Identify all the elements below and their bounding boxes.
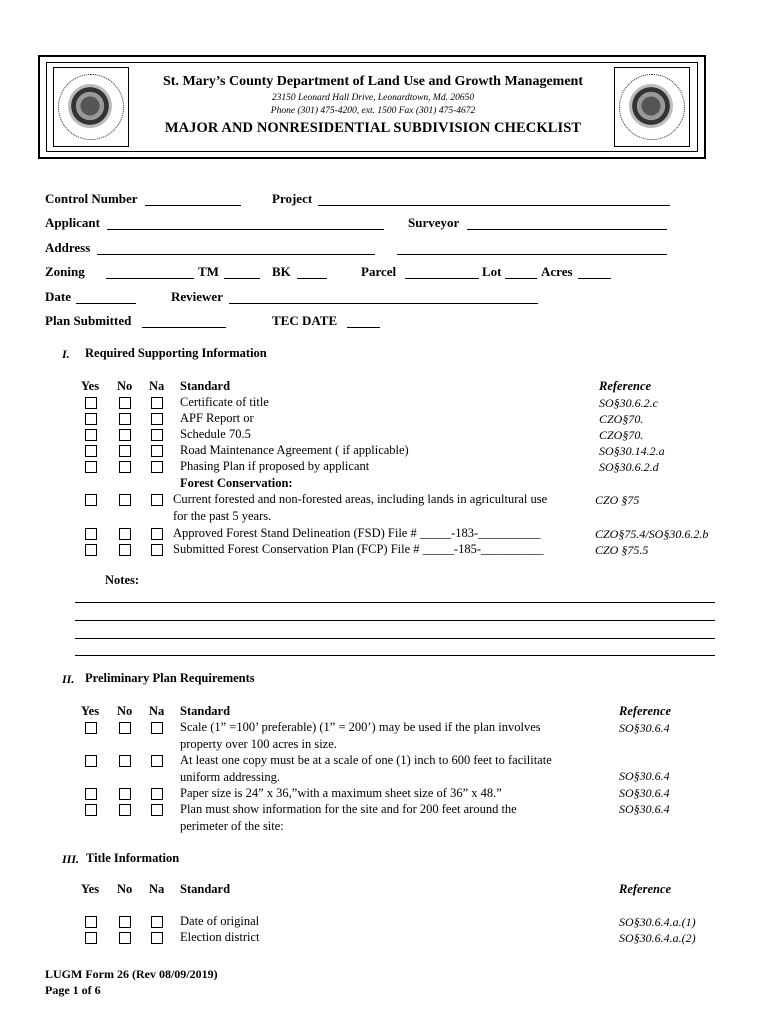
standard-text-cont: property over 100 acres in size. [180, 737, 337, 751]
na-checkbox[interactable] [151, 788, 163, 800]
standard-text: Date of original [180, 914, 260, 928]
standard-text: Election district [180, 930, 260, 944]
standard-text-cont: perimeter of the site: [180, 819, 284, 833]
address-label: Address [45, 240, 91, 255]
acres-label: Acres [541, 264, 573, 279]
standard-text: APF Report or [180, 411, 254, 425]
na-checkbox[interactable] [151, 916, 163, 928]
no-checkbox[interactable] [119, 932, 131, 944]
plan-submitted-field[interactable] [142, 327, 226, 328]
no-checkbox[interactable] [119, 722, 131, 734]
no-checkbox[interactable] [119, 461, 131, 473]
bk-field[interactable] [297, 278, 327, 279]
no-checkbox[interactable] [119, 494, 131, 506]
tm-field[interactable] [224, 278, 260, 279]
control-number-field[interactable] [145, 205, 241, 206]
acres-field[interactable] [578, 278, 611, 279]
county-seal-left [53, 67, 129, 147]
date-label: Date [45, 289, 71, 304]
na-checkbox[interactable] [151, 722, 163, 734]
reference-text: CZO§70. [599, 412, 644, 426]
no-checkbox[interactable] [119, 755, 131, 767]
reference-text: SO§30.6.2.c [599, 396, 658, 410]
county-seal-right [614, 67, 690, 147]
surveyor-label: Surveyor [408, 215, 460, 230]
col-yes: Yes [81, 882, 100, 896]
yes-checkbox[interactable] [85, 722, 97, 734]
standard-text: Plan must show information for the site and for 200 feet around the [180, 802, 517, 816]
yes-checkbox[interactable] [85, 397, 97, 409]
no-checkbox[interactable] [119, 413, 131, 425]
reference-text: SO§30.6.4.a.(1) [619, 915, 696, 929]
seal-icon [58, 74, 124, 140]
na-checkbox[interactable] [151, 413, 163, 425]
project-label: Project [272, 191, 313, 206]
na-checkbox[interactable] [151, 429, 163, 441]
yes-checkbox[interactable] [85, 445, 97, 457]
na-checkbox[interactable] [151, 755, 163, 767]
form-id: LUGM Form 26 (Rev 08/09/2019) [45, 967, 218, 981]
section-1-numeral: I. [62, 347, 70, 361]
col-yes: Yes [81, 704, 100, 718]
na-checkbox[interactable] [151, 445, 163, 457]
section-2-title: Preliminary Plan Requirements [85, 671, 255, 685]
standard-text: Certificate of title [180, 395, 269, 409]
standard-text: Submitted Forest Conservation Plan (FCP) File # _____-185-__________ [173, 542, 544, 556]
reference-text: CZO §75.5 [595, 543, 649, 557]
standard-text: Paper size is 24” x 36,”with a maximum sheet size of 36” x 48.” [180, 786, 502, 800]
standard-text: Scale (1” =100’ preferable) (1” = 200’) may be used if the plan involves [180, 720, 541, 734]
address-field[interactable] [97, 254, 375, 255]
section-1-title: Required Supporting Information [85, 346, 267, 360]
tm-label: TM [198, 264, 219, 279]
na-checkbox[interactable] [151, 544, 163, 556]
reviewer-label: Reviewer [171, 289, 223, 304]
yes-checkbox[interactable] [85, 461, 97, 473]
form-title: MAJOR AND NONRESIDENTIAL SUBDIVISION CHECKLIST [164, 120, 582, 136]
standard-text: Current forested and non-forested areas, including lands in agricultural use [173, 492, 548, 506]
parcel-field[interactable] [405, 278, 479, 279]
col-no: No [117, 704, 133, 718]
standard-text: Approved Forest Stand Delineation (FSD) File # _____-183-__________ [173, 526, 541, 540]
standard-text: At least one copy must be at a scale of one (1) inch to 600 feet to facilitate [180, 753, 552, 767]
section-2-numeral: II. [62, 672, 75, 686]
lot-label: Lot [482, 264, 502, 279]
standard-text-cont: uniform addressing. [180, 770, 280, 784]
col-no: No [117, 882, 133, 896]
col-no: No [117, 379, 133, 393]
reference-text: SO§30.6.4 [619, 769, 670, 783]
reference-text: SO§30.6.4 [619, 721, 670, 735]
yes-checkbox[interactable] [85, 916, 97, 928]
control-number-label: Control Number [45, 191, 138, 206]
notes-line[interactable] [75, 638, 715, 639]
applicant-label: Applicant [45, 215, 100, 230]
no-checkbox[interactable] [119, 528, 131, 540]
standard-text: Road Maintenance Agreement ( if applicable) [180, 443, 409, 457]
reference-text: CZO§70. [599, 428, 644, 442]
yes-checkbox[interactable] [85, 413, 97, 425]
standard-text: Schedule 70.5 [180, 427, 251, 441]
no-checkbox[interactable] [119, 788, 131, 800]
col-reference: Reference [619, 882, 672, 896]
project-field[interactable] [318, 205, 670, 206]
date-field[interactable] [76, 303, 136, 304]
yes-checkbox[interactable] [85, 804, 97, 816]
zoning-label: Zoning [45, 264, 85, 279]
reviewer-field[interactable] [229, 303, 538, 304]
notes-line[interactable] [75, 602, 715, 603]
no-checkbox[interactable] [119, 397, 131, 409]
tec-date-label: TEC DATE [272, 313, 338, 328]
no-checkbox[interactable] [119, 804, 131, 816]
applicant-field[interactable] [107, 229, 384, 230]
section-3-title: Title Information [86, 851, 180, 865]
col-na: Na [149, 704, 165, 718]
notes-line[interactable] [75, 655, 715, 656]
no-checkbox[interactable] [119, 544, 131, 556]
yes-checkbox[interactable] [85, 788, 97, 800]
lot-field[interactable] [505, 278, 537, 279]
seal-icon [619, 74, 685, 140]
standard-text-cont: for the past 5 years. [173, 509, 272, 523]
forest-conservation-heading: Forest Conservation: [180, 476, 293, 490]
col-na: Na [149, 882, 165, 896]
bk-label: BK [272, 264, 291, 279]
reference-text: SO§30.6.2.d [599, 460, 659, 474]
reference-text: CZO §75 [595, 493, 640, 507]
reference-text: SO§30.6.4 [619, 802, 670, 816]
reference-text: SO§30.14.2.a [599, 444, 665, 458]
col-reference: Reference [599, 379, 652, 393]
parcel-label: Parcel [361, 264, 397, 279]
zoning-field[interactable] [106, 278, 194, 279]
page-number: Page 1 of 6 [45, 983, 101, 997]
col-reference: Reference [619, 704, 672, 718]
no-checkbox[interactable] [119, 916, 131, 928]
reference-text: SO§30.6.4.a.(2) [619, 931, 696, 945]
yes-checkbox[interactable] [85, 932, 97, 944]
col-standard: Standard [180, 882, 231, 896]
na-checkbox[interactable] [151, 397, 163, 409]
na-checkbox[interactable] [151, 461, 163, 473]
plan-submitted-label: Plan Submitted [45, 313, 132, 328]
yes-checkbox[interactable] [85, 528, 97, 540]
no-checkbox[interactable] [119, 429, 131, 441]
col-standard: Standard [180, 379, 231, 393]
col-standard: Standard [180, 704, 231, 718]
department-title: St. Mary’s County Department of Land Use and Growth Management [163, 74, 583, 89]
no-checkbox[interactable] [119, 445, 131, 457]
col-na: Na [149, 379, 165, 393]
department-phone: Phone (301) 475-4200, ext. 1500 Fax (301) 475-4672 [270, 106, 476, 116]
notes-label: Notes: [105, 573, 140, 587]
standard-text: Phasing Plan if proposed by applicant [180, 459, 370, 473]
col-yes: Yes [81, 379, 100, 393]
yes-checkbox[interactable] [85, 544, 97, 556]
na-checkbox[interactable] [151, 932, 163, 944]
notes-line[interactable] [75, 620, 715, 621]
department-address: 23150 Leonard Hall Drive, Leonardtown, Md. 20650 [271, 93, 475, 103]
yes-checkbox[interactable] [85, 429, 97, 441]
tec-date-field[interactable] [347, 327, 380, 328]
surveyor-field[interactable] [467, 229, 667, 230]
na-checkbox[interactable] [151, 528, 163, 540]
reference-text: SO§30.6.4 [619, 786, 670, 800]
na-checkbox[interactable] [151, 494, 163, 506]
section-3-numeral: III. [62, 852, 80, 866]
reference-text: CZO§75.4/SO§30.6.2.b [595, 527, 709, 541]
address-field-2[interactable] [397, 254, 667, 255]
yes-checkbox[interactable] [85, 755, 97, 767]
na-checkbox[interactable] [151, 804, 163, 816]
yes-checkbox[interactable] [85, 494, 97, 506]
